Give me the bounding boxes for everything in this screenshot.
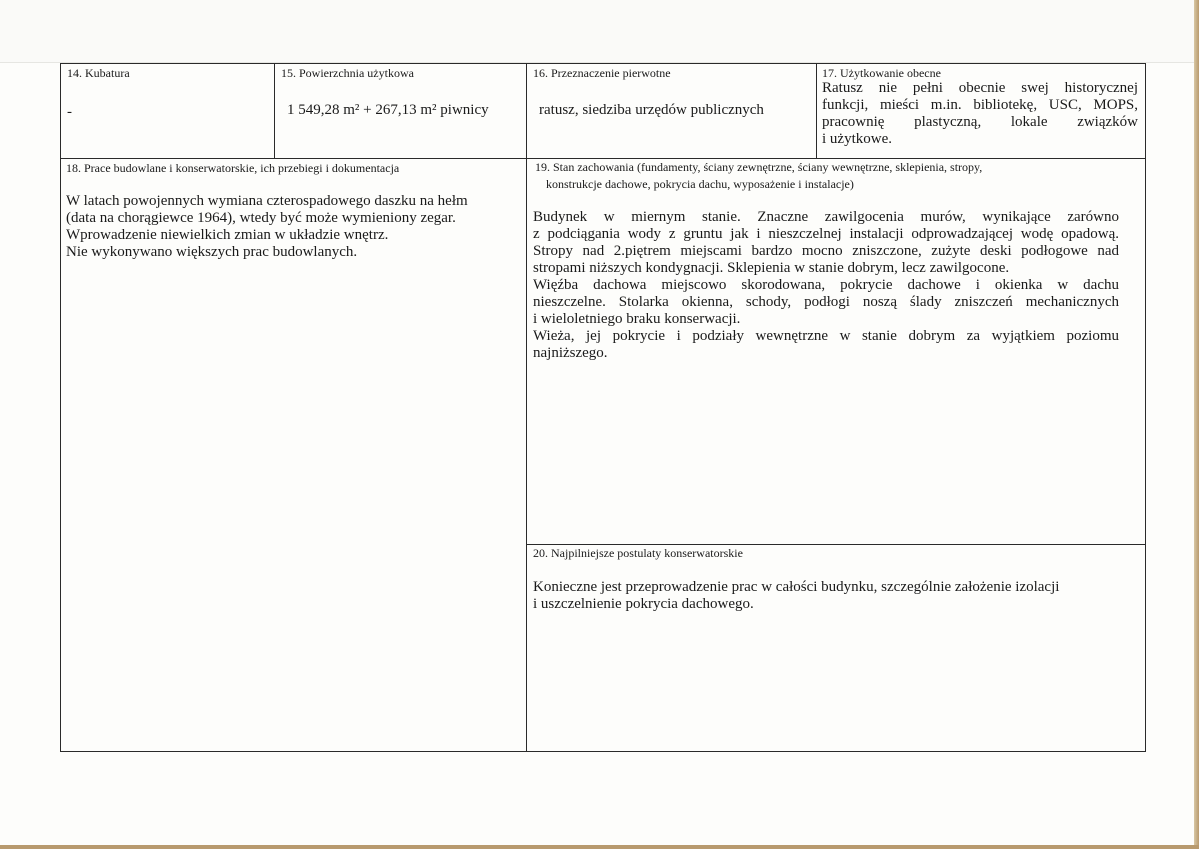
stan-line: Budynek w miernym stanie. Znaczne zawilgocenia murów, wynikające zarówno xyxy=(533,209,1119,225)
prace-line: W latach powojennych wymiana czterospadowego daszku na hełm xyxy=(66,193,468,209)
stan-label-2: konstrukcje dachowe, pokrycia dachu, wyposażenie i instalacje) xyxy=(546,177,854,191)
cell-kubatura xyxy=(60,63,275,159)
uzytkowanie-label: 17. Użytkowanie obecne xyxy=(822,66,941,80)
cell-uzytkowanie xyxy=(816,63,1146,159)
uzytkowanie-line: Ratusz nie pełni obecnie swej historycznej xyxy=(822,80,1138,96)
cell-stan-zachowania xyxy=(526,158,1146,545)
uzytkowanie-line: funkcji, mieści m.in. bibliotekę, USC, MOPS, xyxy=(822,97,1138,113)
kubatura-label: 14. Kubatura xyxy=(67,66,130,80)
page-edge-bottom xyxy=(0,845,1199,849)
kubatura-value: - xyxy=(67,104,72,120)
stan-label-1: 19. Stan zachowania (fundamenty, ściany zewnętrzne, ściany wewnętrzne, sklepienia, stropy, xyxy=(535,160,983,174)
page-top-strip xyxy=(0,0,1199,63)
stan-line: Więźba dachowa miejscowo skorodowana, pokrycie dachowe i okienka w dachu xyxy=(533,277,1119,293)
postulaty-line: i uszczelnienie pokrycia dachowego. xyxy=(533,596,754,612)
uzytkowanie-line: i użytkowe. xyxy=(822,131,892,147)
stan-line: Wieża, jej pokrycie i podziały wewnętrzne w stanie dobrym za wyjątkiem poziomu xyxy=(533,328,1119,344)
stan-line: stropami niższych kondygnacji. Sklepienia w stanie dobrym, lecz zawilgocone. xyxy=(533,260,1010,276)
stan-line: nieszczelne. Stolarka okienna, schody, podłogi noszą ślady zniszczeń mechanicznych xyxy=(533,294,1119,310)
page-edge xyxy=(1194,0,1199,849)
uzytkowanie-text xyxy=(822,80,1138,148)
stan-line: Stropy nad 2.piętrem miejscami bardzo mocno zniszczone, zużyte deski podłogowe nad xyxy=(533,243,1119,259)
prace-label: 18. Prace budowlane i konserwatorskie, ich przebiegi i dokumentacja xyxy=(66,161,400,175)
stan-line: najniższego. xyxy=(533,345,608,361)
postulaty-text xyxy=(533,579,1133,613)
prace-text xyxy=(66,193,521,261)
prace-line: (data na chorągiewce 1964), wtedy być może wymieniony zegar. xyxy=(66,210,456,226)
cell-przeznaczenie xyxy=(526,63,817,159)
stan-line: z podciągania wody z gruntu jak i nieszczelnej instalacji odprowadzającej wodę opadową. xyxy=(533,226,1119,242)
uzytkowanie-line: pracownię plastyczną, lokale związków xyxy=(822,114,1138,130)
cell-prace-budowlane xyxy=(60,158,527,752)
przeznaczenie-label: 16. Przeznaczenie pierwotne xyxy=(533,66,671,80)
stan-text xyxy=(533,209,1119,362)
prace-line: Nie wykonywano większych prac budowlanych. xyxy=(66,244,358,260)
powierzchnia-label: 15. Powierzchnia użytkowa xyxy=(281,66,414,80)
stan-line: i wieloletniego braku konserwacji. xyxy=(533,311,741,327)
postulaty-line: Konieczne jest przeprowadzenie prac w całości budynku, szczególnie założenie izolacji xyxy=(533,579,1060,595)
przeznaczenie-value: ratusz, siedziba urzędów publicznych xyxy=(539,102,764,118)
postulaty-label: 20. Najpilniejsze postulaty konserwatorskie xyxy=(533,546,743,560)
cell-powierzchnia xyxy=(274,63,527,159)
cell-postulaty xyxy=(526,544,1146,752)
prace-line: Wprowadzenie niewielkich zmian w układzie wnętrz. xyxy=(66,227,389,243)
powierzchnia-value: 1 549,28 m² + 267,13 m² piwnicy xyxy=(287,102,489,118)
